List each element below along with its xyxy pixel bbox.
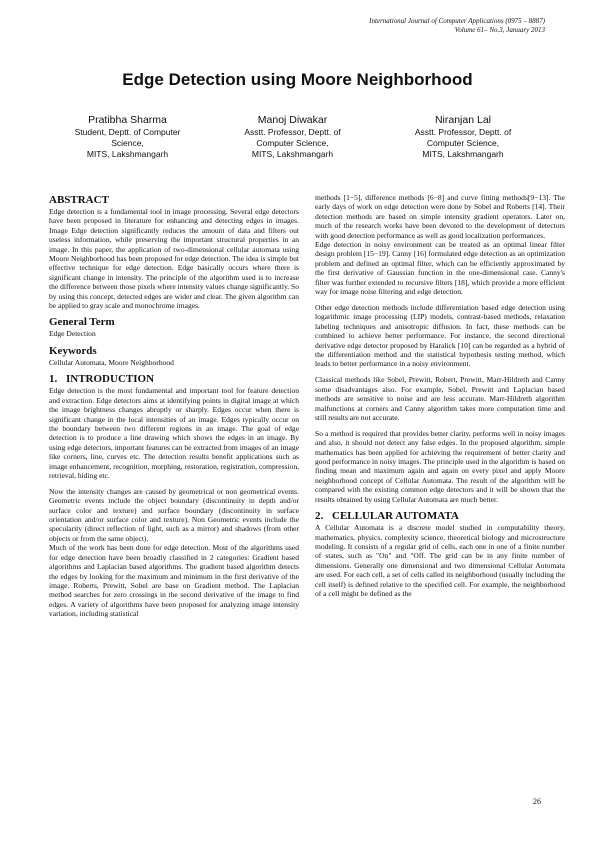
paper-title: Edge Detection using Moore Neighborhood: [122, 70, 473, 89]
author-affiliation-line: Science,: [111, 138, 144, 148]
introduction-heading: [49, 373, 299, 386]
author-2: [205, 113, 380, 160]
keywords-text: Cellular Automata, Moore Neighborhood: [49, 357, 174, 367]
left-column: [49, 194, 299, 619]
intro-paragraph: Edge detection is the most fundamental and important tool for feature detection and extraction. Edge detectors aims at identifying points in digital image at which the image brightness changes abruptly or sharply. Edges occur when there is significant change in the local intensities of an image. Edges typically occur on the boundary between two different regions in an image. The goal of edge detection is to produce a line drawing which shows the edges in an image. By using edge detectors, important features can be extracted from images of an image like corners, line, curves etc. The detection results benefit applications such as image enhancement, recognition, morphing, restoration, registration, compression, retrieval, hiding etc.: [49, 386, 299, 480]
author-name: Pratibha Sharma: [88, 114, 167, 126]
intro-paragraph: Classical methods like Sobel, Prewitt, Robert, Prewitt, Marr-Hildreth and Canny some disadvantages also. For example, Sobel, Prewitt and Laplacian based methods are sensitive to noise and are less accurate. Marr-Hildreth algorithm malfunctions at corners and Canny algorithm takes more computation time and still results are not accurate.: [315, 375, 565, 422]
author-affiliation-line: MITS, Lakshmangarh: [422, 149, 504, 159]
section-number: 1.: [49, 373, 58, 386]
author-block: [50, 113, 546, 160]
section-title: CELLULAR AUTOMATA: [332, 510, 459, 523]
author-affiliation-line: Computer Science,: [426, 138, 500, 148]
abstract-text: Edge detection is a fundamental tool in image processing. Several edge detectors have been proposed in literature for enhancing and detecting edges in images. Image Edge detection significantly reduces the amount of data and filters out useless information, while preserving the important structural properties in an image. In this paper, the application of two-dimensional cellular automata using Moore Neighborhood has been proposed for edge detection. The idea is simple but effective technique for edge detection. Edge basically occurs where there is significant change in intensity. The principle of the algorithm used is to increase the difference between those pixels where intensity values change significantly. So by using this concept, detected edges are wider and clear. The given algorithm can be applied to gray scale and monochrome images.: [49, 207, 299, 311]
general-term-text: Edge Detection: [49, 329, 96, 339]
general-term-heading: General Term: [49, 316, 115, 329]
journal-volume: Volume 61– No.3, January 2013: [454, 26, 545, 34]
ca-paragraph: A Cellular Automata is a discrete model studied in computability theory, mathematics, physics, complexity science, theoretical biology and microstructure modeling. It consists of a regular grid of cells, each one in one of a finite number of states, such as "On" and "Off. The grid can be in any finite number of dimensions. Generally one dimensional and two dimensional Cellular Automata are used. For each cell, a set of cells called its neighborhood (usually including the cell itself) is defined relative to the specified cell. For example, the neighborhood of a cell might be defined as the: [315, 523, 565, 598]
journal-header: [205, 17, 545, 35]
intro-paragraph: Now the intensity changes are caused by geometrical or non geometrical events. Geometric events include the object boundary (discontinuity in depth and/or surface color and texture) and surface boundary (discontinuity in surface orientation and/or surface color and texture). Non Geometric events include the specularity (direct reflection of light, such as a mirror) and shadows (from other objects or from the same object).: [49, 486, 299, 543]
author-1: [50, 113, 205, 160]
keywords-heading: Keywords: [49, 344, 97, 357]
author-affiliation-line: Asstt. Professor, Deptt. of: [414, 127, 512, 137]
right-column: [315, 193, 565, 598]
section-number: 2.: [315, 510, 324, 523]
intro-paragraph: Edge detection in noisy environment can be treated as an optimal linear filter design problem [15−19]. Canny [16] formulated edge detection as an optimization problem and defined an optimal filter, which can be efficiently approximated by the first derivative of Gaussian function in the one-dimensional case. Canny's filter was further extended to recursive filters [18], which provide a more efficient way for image noise filtering and edge detection.: [315, 240, 565, 297]
author-affiliation-line: Computer Science,: [256, 138, 329, 148]
author-affiliation-line: MITS, Lakshmangarh: [86, 149, 169, 159]
cellular-automata-heading: [315, 510, 565, 523]
journal-name: International Journal of Computer Applications (0975 – 8887): [369, 17, 545, 25]
author-name: Manoj Diwakar: [257, 114, 328, 126]
abstract-heading: ABSTRACT: [49, 194, 109, 206]
author-name: Niranjan Lal: [434, 114, 492, 126]
intro-paragraph: So a method is required that provides better clarity, performs well in noisy images and also, it should not detect any false edges. In the proposed algorithm, simple mathematics has been applied for achieving the requirement of better clarity and good performance in noisy images. The principle used in the algorithm is based on finding mean and maximum again and again on every pixel and apply Moore neighborhood concept of Cellular Automata. The result of the algorithm will be compared with the existing common edge detectors and it will be shown that the results obtained by using Cellular Automata are much better.: [315, 428, 565, 504]
intro-paragraph: Other edge detection methods include differentiation based edge detection using logarithmic image processing (LIP) models, contrast-based methods, relaxation labeling techniques and anisotropic diffusion. In fact, these methods can be combined to achieve better performance. For instance, the second directional derivative edge detector proposed by Haralick [10] can be regarded as a hybrid of the differentiation method and the statistical hypothesis testing method, which leads to better performance in a noisy environment.: [315, 302, 565, 369]
author-affiliation-line: Student, Deptt. of Computer: [74, 127, 181, 137]
intro-paragraph: Much of the work has been done for edge detection. Most of the algorithms used for edge detection have been broadly classified in 2 categories: Gradient based algorithms and Laplacian based algorithms. The gradient based algorithm detects the edges by looking for the maximum and minimum in the first derivative of the image. Roberts, Prewitt, Sobel are base on Gradient method. The Laplacian method searches for zero crossings in the second derivative of the image to find edges. A variety of algorithms have been proposed for analyzing image intensity variation, including statistical: [49, 543, 299, 619]
page-number: 26: [533, 797, 541, 806]
author-3: [380, 113, 546, 160]
intro-paragraph: methods [1−5], difference methods [6−8] and curve fitting methods[9−13]. The early days of work on edge detection were done by Sobel and Roberts [14]. Their detection methods are based on simple intensity gradient operators. Later on, much of the research works have been devoted to the development of detectors with good detection performance as well as good localization performances.: [315, 193, 565, 240]
author-affiliation-line: MITS, Lakshmangarh: [251, 149, 334, 159]
author-affiliation-line: Asstt. Professor, Deptt. of: [244, 127, 341, 137]
section-title: INTRODUCTION: [66, 373, 155, 386]
